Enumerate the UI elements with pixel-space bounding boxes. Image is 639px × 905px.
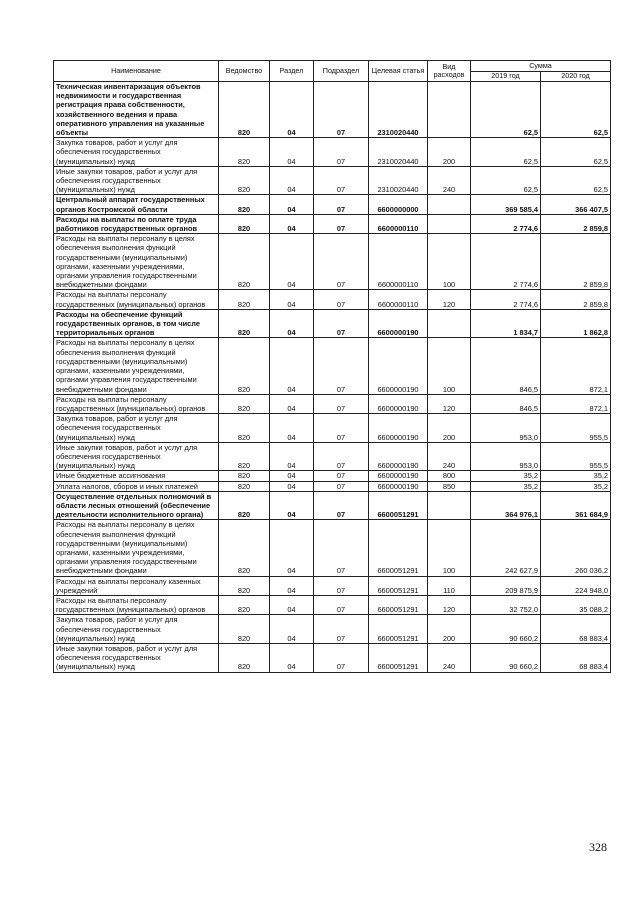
header-name: Наименование xyxy=(54,61,219,82)
row-expense-type: 200 xyxy=(428,615,471,644)
header-target-article: Целевая статья xyxy=(369,61,428,82)
row-subsection: 07 xyxy=(314,643,369,672)
row-name: Уплата налогов, сборов и иных платежей xyxy=(54,481,219,491)
row-amount-2020: 2 859,8 xyxy=(541,214,611,233)
row-name: Центральный аппарат государственных органов Костромской области xyxy=(54,195,219,214)
row-amount-2020: 62,5 xyxy=(541,82,611,138)
row-expense-type: 110 xyxy=(428,576,471,595)
row-name: Расходы на выплаты персоналу государственных (муниципальных) органов xyxy=(54,595,219,614)
row-target-article: 6600051291 xyxy=(369,615,428,644)
row-expense-type: 120 xyxy=(428,595,471,614)
row-name: Иные закупки товаров, работ и услуг для обеспечения государственных (муниципальных) нужд xyxy=(54,442,219,471)
table-row xyxy=(54,394,611,413)
row-section: 04 xyxy=(270,471,314,481)
page-number: 328 xyxy=(589,840,607,854)
row-department: 820 xyxy=(219,442,270,471)
header-expense-type: Вид расходов xyxy=(428,61,471,82)
row-name: Иные бюджетные ассигнования xyxy=(54,471,219,481)
table-row xyxy=(54,576,611,595)
budget-sheet xyxy=(53,60,610,673)
row-amount-2019: 35,2 xyxy=(471,471,541,481)
table-row xyxy=(54,471,611,481)
row-expense-type xyxy=(428,195,471,214)
row-expense-type: 100 xyxy=(428,338,471,394)
table-row xyxy=(54,595,611,614)
row-department: 820 xyxy=(219,234,270,290)
row-target-article: 2310020440 xyxy=(369,138,428,167)
row-subsection: 07 xyxy=(314,481,369,491)
row-expense-type: 200 xyxy=(428,138,471,167)
table-row xyxy=(54,643,611,672)
row-name: Расходы на выплаты персоналу казенных учреждений xyxy=(54,576,219,595)
row-target-article: 6600000190 xyxy=(369,481,428,491)
row-section: 04 xyxy=(270,595,314,614)
row-subsection: 07 xyxy=(314,520,369,576)
row-amount-2020: 35,2 xyxy=(541,471,611,481)
row-amount-2019: 953,0 xyxy=(471,414,541,443)
header-department: Ведомство xyxy=(219,61,270,82)
row-amount-2019: 35,2 xyxy=(471,481,541,491)
row-amount-2019: 2 774,6 xyxy=(471,214,541,233)
row-name: Осуществление отдельных полномочий в области лесных отношений (обеспечение деятельности исполнительного органа) xyxy=(54,491,219,520)
row-subsection: 07 xyxy=(314,615,369,644)
row-amount-2020: 260 036,2 xyxy=(541,520,611,576)
row-amount-2019: 2 774,6 xyxy=(471,290,541,309)
header-section: Раздел xyxy=(270,61,314,82)
row-department: 820 xyxy=(219,290,270,309)
row-section: 04 xyxy=(270,414,314,443)
row-department: 820 xyxy=(219,214,270,233)
row-amount-2020: 2 859,8 xyxy=(541,290,611,309)
table-row xyxy=(54,234,611,290)
table-row xyxy=(54,481,611,491)
row-subsection: 07 xyxy=(314,195,369,214)
row-expense-type xyxy=(428,82,471,138)
row-section: 04 xyxy=(270,290,314,309)
row-expense-type: 100 xyxy=(428,234,471,290)
row-subsection: 07 xyxy=(314,414,369,443)
row-amount-2019: 62,5 xyxy=(471,166,541,195)
header-year-2020: 2020 год xyxy=(541,72,611,82)
row-department: 820 xyxy=(219,643,270,672)
row-amount-2020: 35,2 xyxy=(541,481,611,491)
row-amount-2020: 68 883,4 xyxy=(541,615,611,644)
row-target-article: 6600000190 xyxy=(369,338,428,394)
row-subsection: 07 xyxy=(314,576,369,595)
row-target-article: 6600000110 xyxy=(369,234,428,290)
row-amount-2020: 1 862,8 xyxy=(541,309,611,338)
row-department: 820 xyxy=(219,520,270,576)
row-subsection: 07 xyxy=(314,442,369,471)
budget-table xyxy=(53,60,611,673)
row-name: Закупка товаров, работ и услуг для обеспечения государственных (муниципальных) нужд xyxy=(54,414,219,443)
row-amount-2020: 35 088,2 xyxy=(541,595,611,614)
row-expense-type: 800 xyxy=(428,471,471,481)
table-row xyxy=(54,166,611,195)
table-row xyxy=(54,82,611,138)
row-section: 04 xyxy=(270,520,314,576)
row-department: 820 xyxy=(219,576,270,595)
table-row xyxy=(54,414,611,443)
row-name: Расходы на выплаты персоналу в целях обеспечения выполнения функций государственными (муниципальными) органами, казенными учреждениями, органами управления государственными внебюджетными фондами xyxy=(54,338,219,394)
row-name: Расходы на выплаты по оплате труда работников государственных органов xyxy=(54,214,219,233)
row-section: 04 xyxy=(270,394,314,413)
table-row xyxy=(54,214,611,233)
table-row xyxy=(54,195,611,214)
row-expense-type: 200 xyxy=(428,414,471,443)
row-expense-type: 240 xyxy=(428,643,471,672)
row-section: 04 xyxy=(270,442,314,471)
row-expense-type xyxy=(428,309,471,338)
row-department: 820 xyxy=(219,471,270,481)
row-name: Закупка товаров, работ и услуг для обеспечения государственных (муниципальных) нужд xyxy=(54,615,219,644)
row-section: 04 xyxy=(270,82,314,138)
row-department: 820 xyxy=(219,82,270,138)
row-name: Иные закупки товаров, работ и услуг для обеспечения государственных (муниципальных) нужд xyxy=(54,166,219,195)
row-section: 04 xyxy=(270,166,314,195)
row-target-article: 6600000190 xyxy=(369,394,428,413)
row-amount-2019: 364 976,1 xyxy=(471,491,541,520)
row-expense-type: 240 xyxy=(428,166,471,195)
row-subsection: 07 xyxy=(314,214,369,233)
row-amount-2019: 90 660,2 xyxy=(471,615,541,644)
row-subsection: 07 xyxy=(314,290,369,309)
row-subsection: 07 xyxy=(314,309,369,338)
row-target-article: 2310020440 xyxy=(369,166,428,195)
row-name: Расходы на выплаты персоналу государственных (муниципальных) органов xyxy=(54,290,219,309)
row-target-article: 6600000000 xyxy=(369,195,428,214)
row-amount-2019: 2 774,6 xyxy=(471,234,541,290)
table-row xyxy=(54,442,611,471)
row-amount-2020: 361 684,9 xyxy=(541,491,611,520)
row-expense-type: 120 xyxy=(428,394,471,413)
row-target-article: 6600051291 xyxy=(369,576,428,595)
row-subsection: 07 xyxy=(314,491,369,520)
row-amount-2020: 68 883,4 xyxy=(541,643,611,672)
row-subsection: 07 xyxy=(314,234,369,290)
row-target-article: 6600051291 xyxy=(369,520,428,576)
row-section: 04 xyxy=(270,643,314,672)
table-row xyxy=(54,520,611,576)
row-amount-2019: 846,5 xyxy=(471,338,541,394)
row-amount-2019: 369 585,4 xyxy=(471,195,541,214)
header-subsection: Подраздел xyxy=(314,61,369,82)
row-department: 820 xyxy=(219,138,270,167)
table-row xyxy=(54,290,611,309)
table-row xyxy=(54,309,611,338)
table-row xyxy=(54,138,611,167)
row-amount-2019: 90 660,2 xyxy=(471,643,541,672)
row-department: 820 xyxy=(219,595,270,614)
row-target-article: 6600000190 xyxy=(369,309,428,338)
header-sum: Сумма xyxy=(471,61,611,72)
row-amount-2019: 62,5 xyxy=(471,82,541,138)
row-section: 04 xyxy=(270,195,314,214)
row-name: Расходы на выплаты персоналу государственных (муниципальных) органов xyxy=(54,394,219,413)
row-amount-2020: 2 859,8 xyxy=(541,234,611,290)
row-name: Расходы на выплаты персоналу в целях обеспечения выполнения функций государственными (муниципальными) органами, казенными учреждениями, органами управления государственными внебюджетными фондами xyxy=(54,234,219,290)
row-subsection: 07 xyxy=(314,595,369,614)
row-amount-2019: 242 627,9 xyxy=(471,520,541,576)
row-target-article: 6600000110 xyxy=(369,214,428,233)
row-section: 04 xyxy=(270,138,314,167)
row-target-article: 2310020440 xyxy=(369,82,428,138)
row-target-article: 6600051291 xyxy=(369,491,428,520)
row-target-article: 6600000110 xyxy=(369,290,428,309)
row-department: 820 xyxy=(219,394,270,413)
row-amount-2019: 62,5 xyxy=(471,138,541,167)
row-section: 04 xyxy=(270,309,314,338)
row-target-article: 6600000190 xyxy=(369,414,428,443)
row-expense-type: 850 xyxy=(428,481,471,491)
row-department: 820 xyxy=(219,481,270,491)
header-row xyxy=(54,61,611,72)
row-name: Техническая инвентаризация объектов недвижимости и государственная регистрация права собственности, хозяйственного ведения и права оперативного управления на указанные объекты xyxy=(54,82,219,138)
row-expense-type: 240 xyxy=(428,442,471,471)
row-section: 04 xyxy=(270,338,314,394)
row-subsection: 07 xyxy=(314,138,369,167)
row-section: 04 xyxy=(270,481,314,491)
row-section: 04 xyxy=(270,615,314,644)
row-amount-2020: 62,5 xyxy=(541,138,611,167)
header-year-2019: 2019 год xyxy=(471,72,541,82)
row-subsection: 07 xyxy=(314,471,369,481)
row-department: 820 xyxy=(219,338,270,394)
row-amount-2020: 224 948,0 xyxy=(541,576,611,595)
row-amount-2019: 846,5 xyxy=(471,394,541,413)
row-amount-2020: 872,1 xyxy=(541,394,611,413)
row-department: 820 xyxy=(219,166,270,195)
row-department: 820 xyxy=(219,195,270,214)
row-section: 04 xyxy=(270,491,314,520)
row-expense-type: 120 xyxy=(428,290,471,309)
row-expense-type xyxy=(428,491,471,520)
row-subsection: 07 xyxy=(314,394,369,413)
row-department: 820 xyxy=(219,309,270,338)
table-row xyxy=(54,491,611,520)
table-body xyxy=(54,82,611,673)
row-amount-2020: 62,5 xyxy=(541,166,611,195)
row-name: Закупка товаров, работ и услуг для обеспечения государственных (муниципальных) нужд xyxy=(54,138,219,167)
row-department: 820 xyxy=(219,414,270,443)
row-target-article: 6600000190 xyxy=(369,471,428,481)
row-amount-2019: 32 752,0 xyxy=(471,595,541,614)
row-subsection: 07 xyxy=(314,166,369,195)
row-expense-type: 100 xyxy=(428,520,471,576)
row-amount-2020: 366 407,5 xyxy=(541,195,611,214)
row-name: Расходы на выплаты персоналу в целях обеспечения выполнения функций государственными (муниципальными) органами, казенными учреждениями, органами управления государственными внебюджетными фондами xyxy=(54,520,219,576)
row-target-article: 6600000190 xyxy=(369,442,428,471)
row-target-article: 6600051291 xyxy=(369,643,428,672)
row-amount-2019: 209 875,9 xyxy=(471,576,541,595)
row-amount-2019: 1 834,7 xyxy=(471,309,541,338)
row-subsection: 07 xyxy=(314,82,369,138)
row-subsection: 07 xyxy=(314,338,369,394)
table-row xyxy=(54,338,611,394)
row-section: 04 xyxy=(270,234,314,290)
table-row xyxy=(54,615,611,644)
row-amount-2020: 872,1 xyxy=(541,338,611,394)
row-name: Иные закупки товаров, работ и услуг для обеспечения государственных (муниципальных) нужд xyxy=(54,643,219,672)
row-amount-2019: 953,0 xyxy=(471,442,541,471)
row-department: 820 xyxy=(219,615,270,644)
row-target-article: 6600051291 xyxy=(369,595,428,614)
row-name: Расходы на обеспечение функций государственных органов, в том числе территориальных органов xyxy=(54,309,219,338)
row-expense-type xyxy=(428,214,471,233)
row-department: 820 xyxy=(219,491,270,520)
row-section: 04 xyxy=(270,214,314,233)
row-amount-2020: 955,5 xyxy=(541,442,611,471)
row-section: 04 xyxy=(270,576,314,595)
row-amount-2020: 955,5 xyxy=(541,414,611,443)
